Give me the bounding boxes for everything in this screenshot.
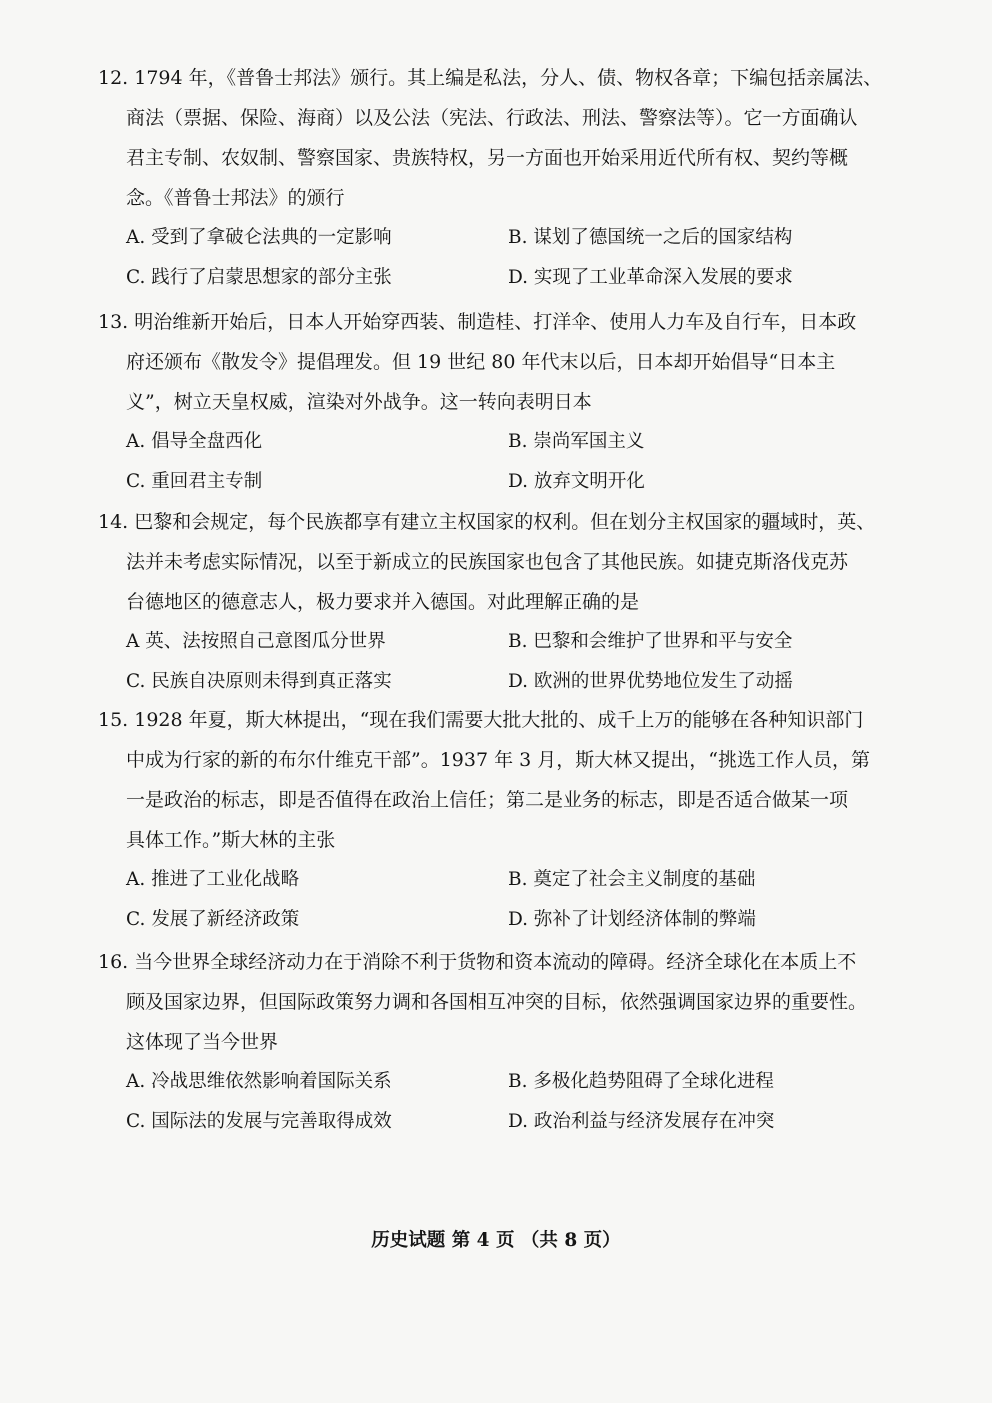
question-14 xyxy=(98,502,876,702)
page-footer: 历史试题 第 4 页 （共 8 页） xyxy=(371,1230,621,1251)
question-12-option-c[interactable]: C. 践行了启蒙思想家的部分主张 xyxy=(126,267,392,288)
question-15-option-c[interactable]: C. 发展了新经济政策 xyxy=(126,909,300,930)
question-12-line-3: 君主专制、农奴制、警察国家、贵族特权，另一方面也开始采用近代所有权、契约等概 xyxy=(126,147,849,169)
question-12-option-d[interactable]: D. 实现了工业革命深入发展的要求 xyxy=(508,267,793,288)
question-16 xyxy=(98,942,868,1142)
question-14-option-a[interactable]: A 英、法按照自己意图瓜分世界 xyxy=(126,631,386,652)
question-16-line-2: 顾及国家边界，但国际政策努力调和各国相互冲突的目标，依然强调国家边界的重要性。 xyxy=(126,991,868,1013)
question-16-option-d[interactable]: D. 政治利益与经济发展存在冲突 xyxy=(508,1111,775,1132)
question-15-option-b[interactable]: B. 奠定了社会主义制度的基础 xyxy=(508,869,756,890)
question-12-line-2: 商法（票据、保险、海商）以及公法（宪法、行政法、刑法、警察法等）。它一方面确认 xyxy=(126,107,858,129)
question-13-line-1: 13. 明治维新开始后，日本人开始穿西装、制造桂、打洋伞、使用人力车及自行车，日本政 xyxy=(98,311,857,333)
question-13-line-2: 府还颁布《散发令》提倡理发。但 19 世纪 80 年代末以后，日本却开始倡导“日本主 xyxy=(126,351,836,373)
question-14-option-b[interactable]: B. 巴黎和会维护了世界和平与安全 xyxy=(508,631,793,652)
question-12-line-4: 念。《普鲁士邦法》的颁行 xyxy=(126,187,345,209)
question-14-options-row-1 xyxy=(98,622,868,662)
question-15-option-a[interactable]: A. 推进了工业化战略 xyxy=(126,869,300,890)
question-13-option-d[interactable]: D. 放弃文明开化 xyxy=(508,471,645,492)
question-15-option-d[interactable]: D. 弥补了计划经济体制的弊端 xyxy=(508,909,756,930)
question-16-line-1: 16. 当今世界全球经济动力在于消除不利于货物和资本流动的障碍。经济全球化在本质上不 xyxy=(98,951,857,973)
question-14-option-c[interactable]: C. 民族自决原则未得到真正落实 xyxy=(126,671,392,692)
question-16-line-3: 这体现了当今世界 xyxy=(126,1031,279,1053)
question-13-option-a[interactable]: A. 倡导全盘西化 xyxy=(126,431,263,452)
question-16-option-b[interactable]: B. 多极化趋势阻碍了全球化进程 xyxy=(508,1071,774,1092)
question-14-line-2: 法并未考虑实际情况，以至于新成立的民族国家也包含了其他民族。如捷克斯洛伐克苏 xyxy=(126,551,849,573)
question-15-options-row-2 xyxy=(98,900,868,940)
question-12-option-b[interactable]: B. 谋划了德国统一之后的国家结构 xyxy=(508,227,793,248)
question-12-options-row-1 xyxy=(98,218,868,258)
question-12-line-1: 12. 1794 年，《普鲁士邦法》颁行。其上编是私法，分人、债、物权各章；下编包括亲属法、 xyxy=(98,67,883,89)
question-13-options-row-2 xyxy=(98,462,868,502)
question-12 xyxy=(98,58,883,298)
question-15 xyxy=(98,700,868,940)
question-12-option-a[interactable]: A. 受到了拿破仑法典的一定影响 xyxy=(126,227,392,248)
question-15-line-4: 具体工作。”斯大林的主张 xyxy=(126,829,336,851)
question-15-line-3: 一是政治的标志，即是否值得在政治上信任；第二是业务的标志，即是否适合做某一项 xyxy=(126,789,849,811)
question-14-line-3: 台德地区的德意志人，极力要求并入德国。对此理解正确的是 xyxy=(126,591,640,613)
question-14-options-row-2 xyxy=(98,662,868,702)
question-13-option-b[interactable]: B. 崇尚军国主义 xyxy=(508,431,645,452)
question-16-options-row-2 xyxy=(98,1102,868,1142)
question-13-options-row-1 xyxy=(98,422,868,462)
question-15-line-1: 15. 1928 年夏，斯大林提出，“现在我们需要大批大批的、成千上万的能够在各种知识部门 xyxy=(98,709,864,731)
question-16-option-c[interactable]: C. 国际法的发展与完善取得成效 xyxy=(126,1111,392,1132)
question-13-option-c[interactable]: C. 重回君主专制 xyxy=(126,471,263,492)
question-14-option-d[interactable]: D. 欧洲的世界优势地位发生了动摇 xyxy=(508,671,793,692)
question-12-options-row-2 xyxy=(98,258,868,298)
question-16-option-a[interactable]: A. 冷战思维依然影响着国际关系 xyxy=(126,1071,392,1092)
question-14-line-1: 14. 巴黎和会规定，每个民族都享有建立主权国家的权利。但在划分主权国家的疆域时，英、 xyxy=(98,511,876,533)
question-15-options-row-1 xyxy=(98,860,868,900)
question-16-options-row-1 xyxy=(98,1062,868,1102)
question-15-line-2: 中成为行家的新的布尔什维克干部”。1937 年 3 月，斯大林又提出，“挑选工作人员，第 xyxy=(126,749,870,771)
question-13-line-3: 义”，树立天皇权威，渲染对外战争。这一转向表明日本 xyxy=(126,391,592,413)
question-13 xyxy=(98,302,868,502)
